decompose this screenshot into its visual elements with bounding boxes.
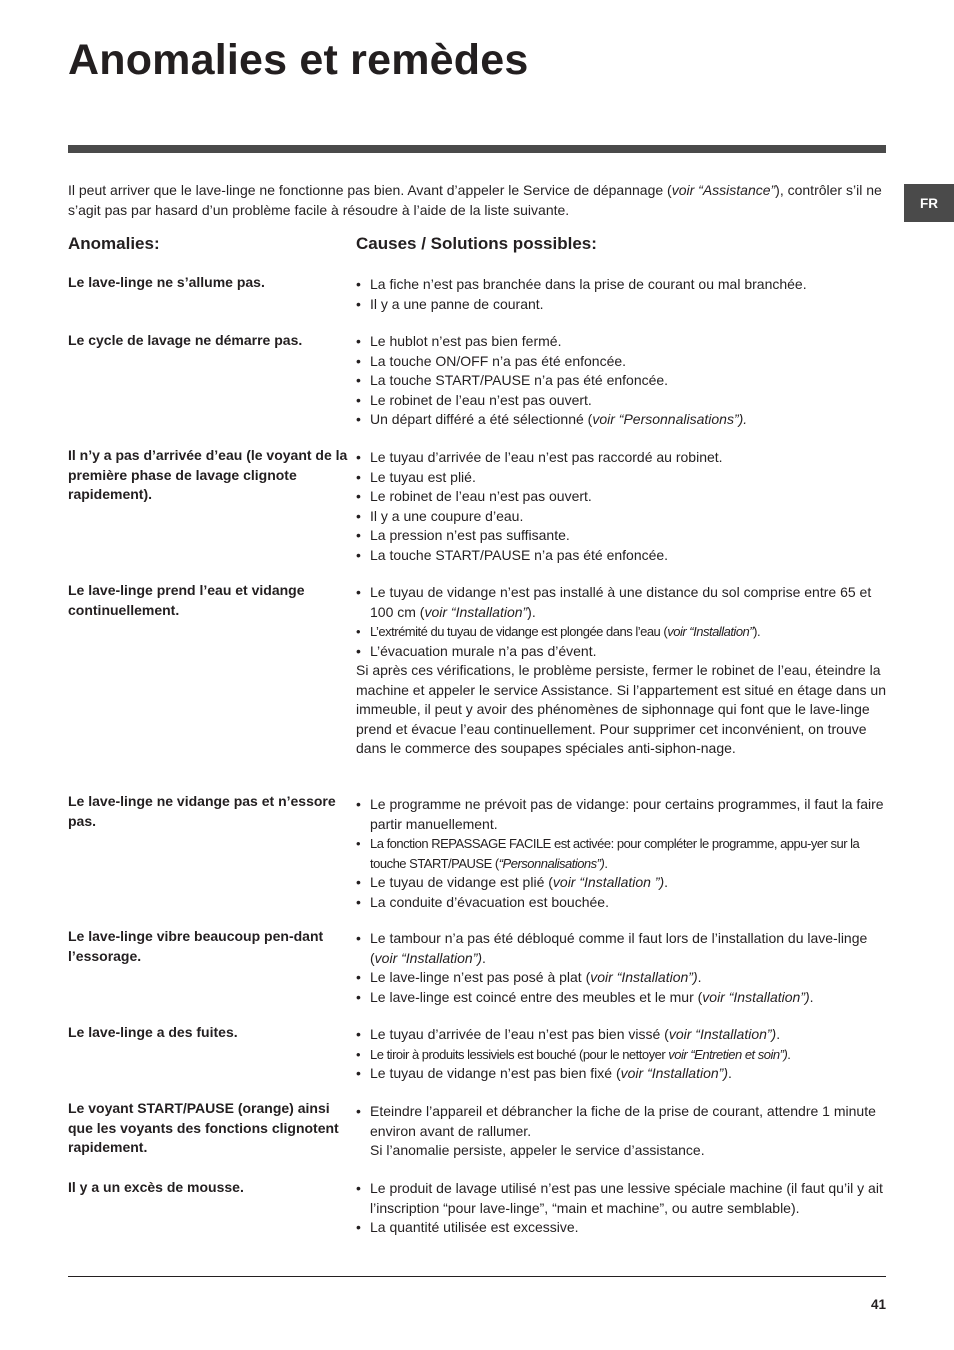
solutions-block bbox=[356, 332, 886, 430]
solution-item bbox=[356, 622, 886, 642]
solution-item bbox=[356, 893, 886, 913]
solution-text-end: . bbox=[664, 874, 669, 890]
page-title: Anomalies et remèdes bbox=[68, 36, 529, 84]
solution-reference: voir “Installation”) bbox=[590, 969, 698, 985]
solution-reference: “Personnalisations”) bbox=[498, 855, 605, 871]
anomaly-label: Il y a un excès de mousse. bbox=[68, 1179, 244, 1195]
solution-item bbox=[356, 507, 886, 527]
solution-item bbox=[356, 526, 886, 546]
solution-item bbox=[356, 642, 886, 662]
solution-reference: voir “Installation”) bbox=[702, 988, 810, 1005]
solution-text: Le tuyau de vidange n’est pas installé à une distance du sol comprise entre 65 et 100 cm ( bbox=[370, 584, 872, 620]
solution-text: La conduite d’évacuation est bouchée. bbox=[370, 893, 609, 910]
intro-paragraph bbox=[68, 180, 888, 220]
anomaly-label: Le voyant START/PAUSE (orange) ainsi que les voyants des fonctions clignotent rapidement. bbox=[68, 1100, 339, 1155]
solution-text: Le tuyau est plié. bbox=[370, 468, 476, 485]
solutions-list bbox=[356, 1102, 886, 1141]
solution-text-end: . bbox=[809, 988, 814, 1005]
solution-item bbox=[356, 873, 886, 893]
solution-text-end: . bbox=[604, 855, 608, 871]
solution-item bbox=[356, 1179, 886, 1218]
page-number: 41 bbox=[870, 1297, 886, 1312]
solutions-list bbox=[356, 795, 886, 912]
solution-text-end: . bbox=[776, 1026, 781, 1042]
anomalies-heading: Anomalies: bbox=[68, 234, 160, 253]
solution-item bbox=[356, 1102, 886, 1141]
solution-text: Le robinet de l’eau n’est pas ouvert. bbox=[370, 391, 592, 408]
solution-text: La pression n’est pas suffisante. bbox=[370, 527, 570, 543]
solutions-block bbox=[356, 1102, 886, 1161]
solution-text: Il y a une coupure d’eau. bbox=[370, 507, 524, 524]
solution-text: La quantité utilisée est excessive. bbox=[370, 1219, 579, 1235]
solution-text: La fonction REPASSAGE FACILE est activée: pour compléter le programme, appu-yer sur la touche START/PAUSE ( bbox=[370, 836, 860, 871]
solutions-list bbox=[356, 1025, 886, 1084]
solution-text-end: ). bbox=[753, 624, 761, 639]
solution-item bbox=[356, 968, 886, 988]
solution-text-end: . bbox=[697, 969, 702, 985]
solution-text: La touche START/PAUSE n’a pas été enfoncée. bbox=[370, 372, 669, 388]
solution-text: Un départ différé a été sélectionné ( bbox=[370, 411, 593, 427]
solution-text: Le tiroir à produits lessiviels est bouché (pour le nettoyer bbox=[370, 1046, 669, 1062]
solutions-list bbox=[356, 1179, 886, 1238]
solution-reference: voir “Personnalisations”). bbox=[592, 411, 748, 427]
solutions-block bbox=[356, 275, 886, 314]
solution-text: Eteindre l’appareil et débrancher la fiche de la prise de courant, attendre 1 minute environ avant de rallumer. bbox=[370, 1103, 876, 1139]
solutions-list bbox=[356, 275, 886, 314]
solution-text: Il y a une panne de courant. bbox=[370, 295, 544, 312]
solution-item bbox=[356, 448, 886, 468]
solution-item bbox=[356, 1045, 886, 1065]
solution-text-end: . bbox=[787, 1046, 791, 1062]
anomaly-label: Il n’y a pas d’arrivée d’eau (le voyant de la première phase de lavage clignote rapidement). bbox=[68, 447, 348, 502]
solutions-block bbox=[356, 795, 886, 912]
solution-item bbox=[356, 295, 886, 315]
anomaly-label: Le cycle de lavage ne démarre pas. bbox=[68, 332, 303, 348]
solution-reference: voir “Installation ”) bbox=[552, 874, 665, 890]
solution-text: Le tuyau d’arrivée de l’eau n’est pas bien vissé ( bbox=[370, 1026, 669, 1042]
solutions-block bbox=[356, 448, 886, 565]
solution-item bbox=[356, 1064, 886, 1084]
solution-reference: voir “Installation” bbox=[424, 603, 528, 620]
solution-reference: voir “Entretien et soin”) bbox=[668, 1046, 788, 1062]
solution-item bbox=[356, 988, 886, 1008]
solution-text: Le lave-linge est coincé entre des meubles et le mur ( bbox=[370, 988, 703, 1005]
solution-text: Le tuyau de vidange est plié ( bbox=[370, 874, 553, 890]
solutions-list bbox=[356, 583, 886, 661]
solution-item bbox=[356, 332, 886, 352]
solution-item bbox=[356, 834, 886, 873]
solutions-block bbox=[356, 929, 886, 1007]
solution-text: La fiche n’est pas branchée dans la prise de courant ou mal branchée. bbox=[370, 276, 807, 292]
solution-item bbox=[356, 468, 886, 488]
solution-item bbox=[356, 275, 886, 295]
solution-reference: voir “Installation” bbox=[667, 624, 754, 639]
solution-item bbox=[356, 487, 886, 507]
anomaly-label: Le lave-linge a des fuites. bbox=[68, 1024, 238, 1040]
solutions-block bbox=[356, 1179, 886, 1238]
title-divider bbox=[68, 145, 886, 153]
solution-item bbox=[356, 583, 886, 622]
anomaly-label: Le lave-linge ne vidange pas et n’essore pas. bbox=[68, 793, 336, 829]
causes-heading: Causes / Solutions possibles: bbox=[356, 234, 597, 253]
solution-note: Si après ces vérifications, le problème persiste, fermer le robinet de l’eau, éteindre la machine et appeler le service Assistance. Si l’appartement est situé en étage dans un immeuble, il peut y avoir des phénomènes de siphonnage qui font que le lave-linge prend et évacue l’eau continuellement. Pour supprimer cet inconvénient, on trouve dans le commerce des soupapes spéciales anti-siphon-nage. bbox=[356, 662, 886, 756]
solution-item bbox=[356, 546, 886, 566]
solution-text: L’extrémité du tuyau de vidange est plongée dans l’eau ( bbox=[370, 624, 668, 639]
solution-text: La touche ON/OFF n’a pas été enfoncée. bbox=[370, 352, 627, 369]
solution-item bbox=[356, 391, 886, 411]
anomaly-label: Le lave-linge ne s’allume pas. bbox=[68, 274, 265, 290]
footer-divider bbox=[68, 1276, 886, 1277]
solution-text: Le programme ne prévoit pas de vidange: pour certains programmes, il faut la faire partir manuellement. bbox=[370, 796, 884, 832]
solution-text-end: ). bbox=[527, 603, 536, 620]
solution-item bbox=[356, 371, 886, 391]
solution-item bbox=[356, 410, 886, 430]
solution-item bbox=[356, 1218, 886, 1238]
language-tab: FR bbox=[904, 184, 954, 222]
anomaly-label: Le lave-linge prend l’eau et vidange continuellement. bbox=[68, 582, 305, 618]
solution-item bbox=[356, 352, 886, 372]
solution-item bbox=[356, 1025, 886, 1045]
anomaly-label: Le lave-linge vibre beaucoup pen-dant l’essorage. bbox=[68, 928, 324, 964]
solution-reference: voir “Installation”) bbox=[374, 949, 483, 966]
solution-continuation: Si l’anomalie persiste, appeler le service d’assistance. bbox=[370, 1142, 705, 1158]
intro-text: Il peut arriver que le lave-linge ne fonctionne pas bien. Avant d’appeler le Service de dépannage ( bbox=[68, 182, 672, 198]
solution-text: Le robinet de l’eau n’est pas ouvert. bbox=[370, 488, 592, 504]
solution-text-end: . bbox=[728, 1065, 732, 1081]
solutions-block bbox=[356, 1025, 886, 1084]
solution-text: Le hublot n’est pas bien fermé. bbox=[370, 333, 562, 349]
solution-text: Le tuyau de vidange n’est pas bien fixé ( bbox=[370, 1065, 621, 1081]
solution-item bbox=[356, 929, 886, 968]
intro-text-end: ), contrôler s’il ne s’agit pas par hasard d’un problème facile à résoudre à l’aide de la liste suivante. bbox=[68, 182, 882, 218]
solutions-block bbox=[356, 583, 886, 759]
intro-reference: voir “Assistance” bbox=[671, 182, 776, 198]
solutions-list bbox=[356, 448, 886, 565]
solution-item bbox=[356, 795, 886, 834]
solution-text: Le tuyau d’arrivée de l’eau n’est pas raccordé au robinet. bbox=[370, 449, 723, 465]
solution-text: L’évacuation murale n’a pas d’évent. bbox=[370, 642, 597, 659]
solution-reference: voir “Installation”) bbox=[620, 1065, 728, 1081]
solution-text: Le produit de lavage utilisé n’est pas une lessive spéciale machine (il faut qu’il y ait l’inscription “pour lave-linge”, “main et machine”, ou autre semblable). bbox=[370, 1180, 883, 1216]
solution-text: Le tambour n’a pas été débloqué comme il faut lors de l’installation du lave-linge ( bbox=[370, 930, 868, 966]
solution-reference: voir “Installation”) bbox=[668, 1026, 777, 1042]
solution-text-end: . bbox=[482, 949, 486, 966]
solutions-list bbox=[356, 929, 886, 1007]
solution-text: Le lave-linge n’est pas posé à plat ( bbox=[370, 969, 591, 985]
solutions-list bbox=[356, 332, 886, 430]
solution-text: La touche START/PAUSE n’a pas été enfoncée. bbox=[370, 546, 669, 563]
